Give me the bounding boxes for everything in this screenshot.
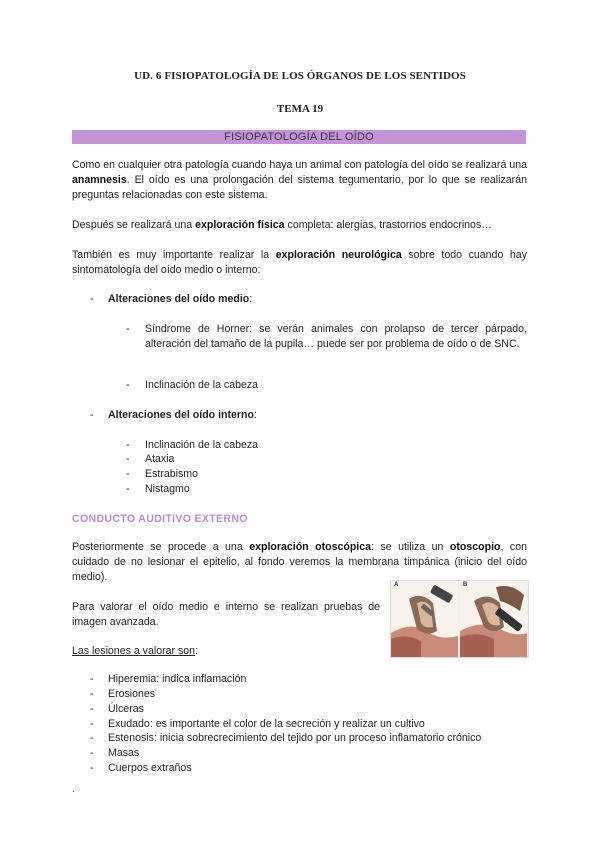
footer-mark: . xyxy=(72,784,75,795)
otoscopy-illustration-icon xyxy=(391,581,458,657)
bullet-dash: - xyxy=(90,293,94,305)
bullet-dash: - xyxy=(90,703,94,715)
bullet-dash: - xyxy=(126,323,130,335)
list-item: Ataxia xyxy=(145,453,175,465)
bullet-dash: - xyxy=(90,673,94,685)
figure-label-b: B xyxy=(463,582,468,588)
subheading-external-canal: CONDUCTO AUDITIVO EXTERNO xyxy=(72,513,248,525)
figure-panel-a xyxy=(391,581,458,657)
bullet-dash: - xyxy=(90,747,94,759)
list-item: Nistagmo xyxy=(145,483,190,495)
bullet-dash: - xyxy=(126,483,130,495)
tema-title: TEMA 19 xyxy=(276,103,324,115)
paragraph-neuro-exam: También es muy importante realizar la exploración neurológica sobre todo cuando hay sintomatología del oído medio o interno: xyxy=(72,249,527,276)
bullet-dash: - xyxy=(126,439,130,451)
list-item: Hiperemia: indica inflamación xyxy=(108,673,247,685)
bullet-dash: - xyxy=(90,732,94,744)
list-item: Exudado: es importante el color de la secreción y realizar un cultivo xyxy=(108,718,425,730)
bullet-dash: - xyxy=(126,468,130,480)
list-item: Estrabismo xyxy=(145,468,198,480)
otoscopy-figure xyxy=(390,580,529,658)
otoscopy-illustration-icon xyxy=(460,581,527,657)
list-item: Inclinación de la cabeza xyxy=(145,379,259,391)
bullet-dash: - xyxy=(126,379,130,391)
bullet-dash: - xyxy=(90,409,94,421)
list-item: Úlceras xyxy=(108,703,144,715)
bullet-dash: - xyxy=(126,453,130,465)
section-title: FISIOPATOLOGÍA DEL OÍDO xyxy=(72,130,526,144)
paragraph-otoscopy: Posteriormente se procede a una exploración otoscópica: se utiliza un otoscopio, con cuidado de no lesionar el epitelio, al fondo veremos la membrana timpánica (inicio del oído medio). xyxy=(72,541,528,583)
middle-ear-heading: Alteraciones del oído medio: xyxy=(108,293,253,305)
unit-title: UD. 6 FISIOPATOLOGÍA DE LOS ÓRGANOS DE LOS SENTIDOS xyxy=(134,70,466,82)
bullet-dash: - xyxy=(90,762,94,774)
list-item: Erosiones xyxy=(108,688,156,700)
list-item: Inclinación de la cabeza xyxy=(145,439,259,451)
bullet-dash: - xyxy=(90,688,94,700)
figure-label-a: A xyxy=(394,582,399,588)
list-item: Cuerpos extraños xyxy=(108,762,192,774)
bullet-dash: - xyxy=(90,718,94,730)
paragraph-physical-exam: Después se realizará una exploración física completa: alergias, trastornos endocrinos… xyxy=(72,219,492,231)
paragraph-imaging: Para valorar el oído medio e interno se realizan pruebas de imagen avanzada. xyxy=(72,601,380,628)
inner-ear-heading: Alteraciones del oído interno: xyxy=(108,409,257,421)
list-item: Síndrome de Horner: se verán animales con prolapso de tercer párpado, alteración del tamaño de la pupila… puede ser por problema de oído o de SNC. xyxy=(145,323,527,350)
lesions-label: Las lesiones a valorar son: xyxy=(72,645,199,657)
figure-panel-b xyxy=(460,581,527,657)
list-item: Masas xyxy=(108,747,140,759)
list-item: Estenosis: inicia sobrecrecimiento del tejido por un proceso inflamatorio crónico xyxy=(108,732,482,744)
paragraph-anamnesis: Como en cualquier otra patología cuando haya un animal con patología del oído se realizará una anamnesis. El oído es una prolongación del sistema tegumentario, por lo que se realizarán preguntas relacionadas con este sistema. xyxy=(72,159,527,201)
